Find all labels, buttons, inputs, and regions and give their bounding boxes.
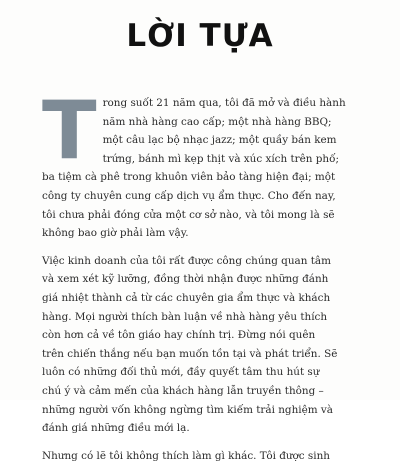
text-line: giá nhiệt thành cả từ các chuyên gia ẩm thực và khách (42, 291, 331, 304)
paragraph-1 (42, 84, 368, 243)
text-line: trứng, bánh mì kẹp thịt và xúc xích trên phố; (102, 152, 339, 165)
text-line: còn hơn cả về tôn giáo hay chính trị. Đừng nói quên (42, 329, 316, 342)
text-line: ba tiệm cà phê trong khuôn viên bảo tàng hiện đại; một (42, 171, 336, 184)
text-line: hàng. Mọi người thích bàn luận về nhà hàng yêu thích (42, 310, 328, 323)
text-line: một câu lạc bộ nhạc jazz; một quầy bán kem (102, 134, 337, 147)
text-line: không bao giờ phải làm vậy. (42, 227, 189, 240)
body-text (42, 84, 368, 474)
text-line: trên chiến thắng nếu bạn muốn tồn tại và phát triển. Sẽ (42, 347, 338, 360)
text-line: những người vốn không ngừng tìm kiếm trải nghiệm và (42, 403, 333, 416)
paragraph-3 (42, 447, 368, 466)
text-line: luôn có những đối thủ mới, đầy quyết tâm thu hút sự (42, 366, 320, 379)
drop-cap: T (42, 84, 97, 177)
text-line: đánh giá những điều mới lạ. (42, 422, 190, 435)
text-line: Việc kinh doanh của tôi rất được công chúng quan tâm (42, 254, 331, 267)
paragraph-2 (42, 252, 368, 438)
text-line: rong suốt 21 năm qua, tôi đã mở và điều hành (102, 97, 346, 109)
text-line: Nhưng có lẽ tôi không thích làm gì khác. Tôi được sinh (42, 449, 330, 462)
text-line: và xem xét kỹ lưỡng, đồng thời nhận được những đánh (42, 273, 329, 286)
page-title: LỜI TỰA (126, 18, 274, 54)
text-line: công ty chuyên cung cấp dịch vụ ẩm thực. Cho đến nay, (42, 189, 336, 202)
text-line: năm nhà hàng cao cấp; một nhà hàng BBQ; (102, 115, 332, 128)
text-line: chú ý và cảm mến của khách hàng lẫn truyền thông – (42, 384, 324, 397)
text-line: tôi chưa phải đóng cửa một cơ sở nào, và tôi mong là sẽ (42, 208, 335, 221)
